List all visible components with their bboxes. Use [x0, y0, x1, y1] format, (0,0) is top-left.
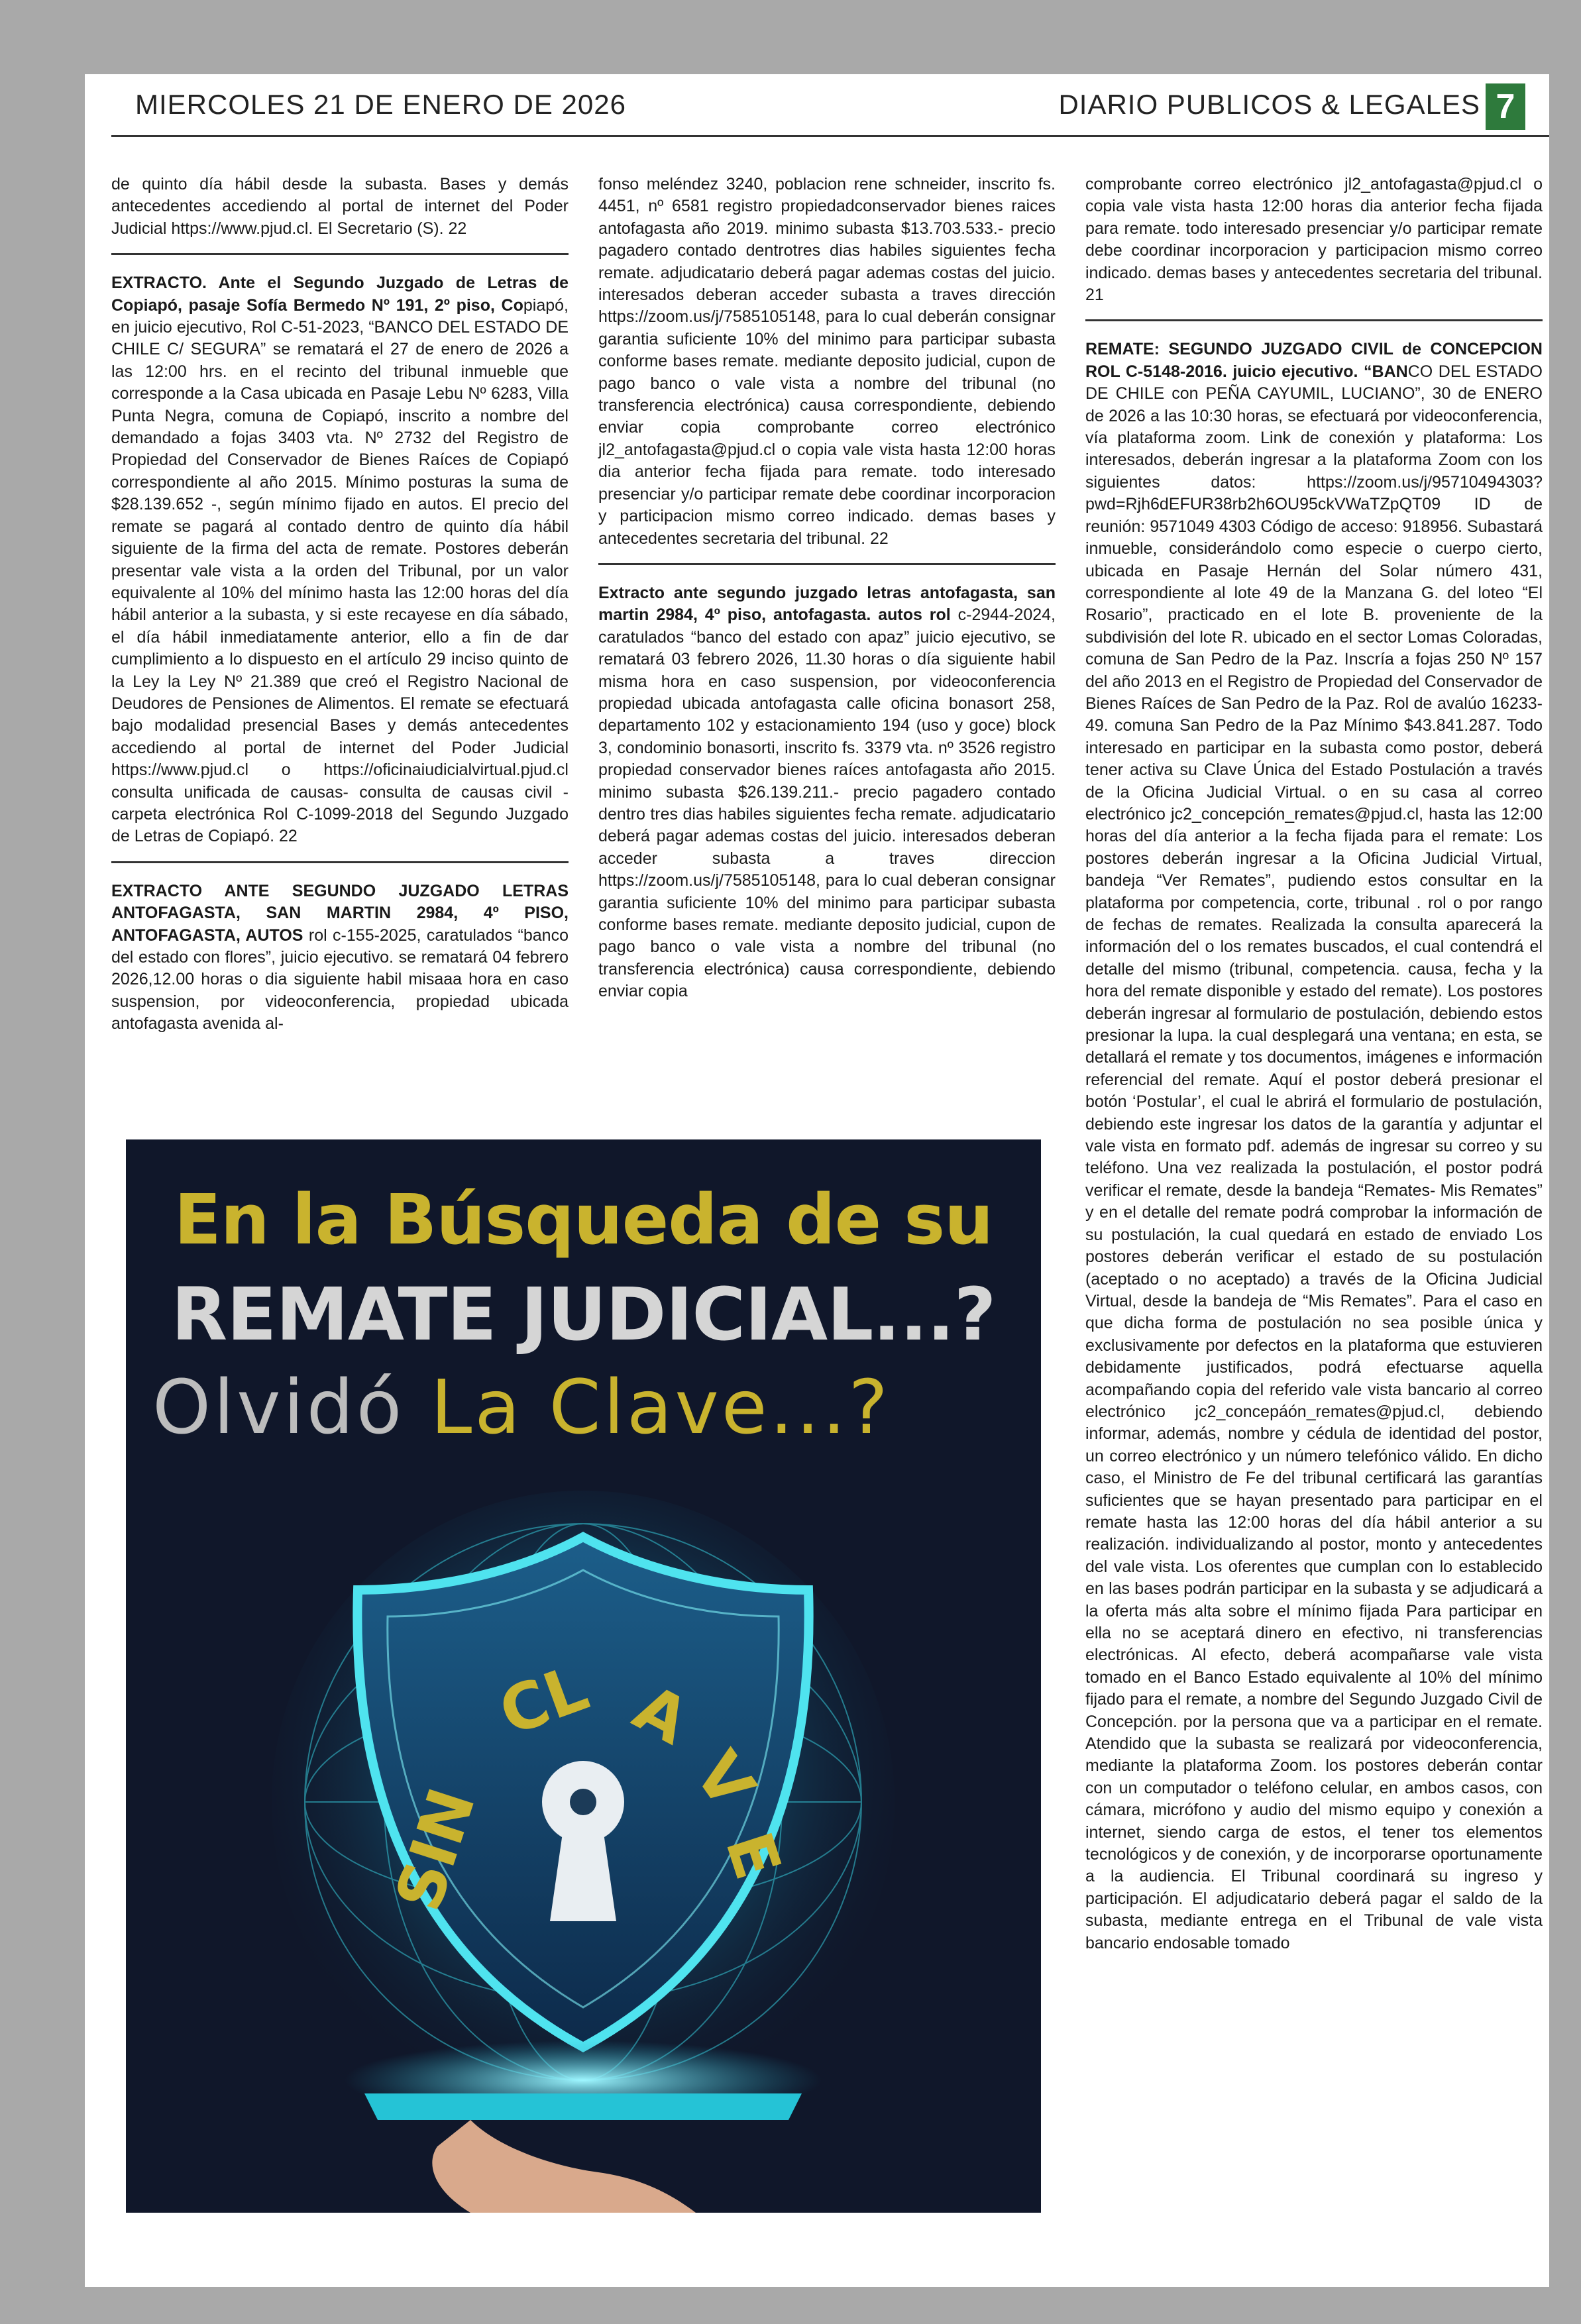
notice-copiapo — [111, 272, 569, 848]
tablet — [364, 2093, 802, 2120]
newspaper-page — [85, 74, 1549, 2287]
advertisement — [111, 1125, 1056, 2226]
notice-heading: EXTRACTO ANTE SEGUNDO JUZGADO LETRAS ANTOFAGASTA, SAN MARTIN 2984, 4º PISO, ANTOFAGASTA, AUTOS — [111, 881, 569, 945]
notice-body: CO DEL ESTADO DE CHILE con PEÑA CAYUMIL, LUCIANO”, 30 de ENERO de 2026 a las 10:30 horas, se efectuará por videoconferencia, vía plataforma zoom. Link de conexión y plataforma: Los interesados, deberán ingresar a la plataforma Zoom con los siguientes datos: https://zoom.us/j/95710494303?pwd=Rjh6dEFUR38rb2h6OU95ckVWaTZpQT09 ID de reunión: 9571049 4303 Código de acceso: 918956. Subastará inmueble, considerándolo como especie o cuerpo cierto, ubicada en Pasaje Hernán del Solar número 431, correspondiente al lote 49 de la Manzana G. del loteo “El Rosario”, practicado en el lote B. proveniente de la subdivisión del lote R. ubicado en el sector Lomas Coloradas, comuna de San Pedro de la Paz. Inscría a fojas 250 Nº 157 del año 2013 en el Registro de Propiedad del Conservador de Bienes Raíces de San Pedro de la Paz. Rol de avalúo 16233-49. comuna San Pedro de la Paz Mínimo $43.841.287. Todo interesado en participar en la subasta como postor, deberá tener activa su Clave Única del Estado Postulación a través de la Oficina Judicial Virtual. o en su casa al correo electrónico jc2_concepción_remates@pjud.cl, hasta las 12:00 horas del día anterior a la fecha fijada para el remate: Los postores deberán ingresar a la Oficina Judicial Virtual, bandeja “Ver Remates”, pudiendo estos consultar en la plataforma por competencia, corte, tribunal . rol o por rango de fechas de remates. Realizada la consulta aparecerá la información del o los remates buscados, el cual contendrá el detalle del mismo (tribunal, competencia. causa, fecha y la hora del remate disponible y estado del remate). Los postores deberán ingresar al formulario de postulación, debiendo estos presionar la lupa. la cual desplegará una ventana; en esta, se detallará el remate y tos documentos, imágenes e información referencial del remate. Aquí el postor deberá presionar el botón ‘Postular’, el cual le abrirá el formulario de postulación, debiendo este ingresar los datos de la garantía y adjuntar el vale vista en formato pdf. además de ingresar su correo y su teléfono. Una vez realizada la postulación, el postor podrá verificar el remate, desde la bandeja “Remates- Mis Remates” y en el detalle del remate podrá comprobar la información de su postulación, la cual quedará en estado de enviado Los postores deberán verificar el estado de su postulación (aceptado o no aceptado) a través de la Oficina Judicial Virtual, desde la bandeja de “Mis Remates”. Para el caso en que dicha forma de postulación no sea posible única y exclusivamente por defectos en la plataforma que estuvieren debidamente justificados, podrá efectuarse aquella acompañando copia del referido vale vista bancario al correo electrónico jc2_concepáón_remates@pjud.cl, debiendo informar, además, nombre y cédula de identidad del postor, un correo electrónico y un número telefónico válido. En dicho caso, el Ministro de Fe del tribunal certificará las garantías suficientes que se hayan presentado para participar en el remate hasta las 12:00 horas del día hábil anterior a su realización. individualizando al postor, monto y antecedentes del vale vista. Los oferentes que cumplan con lo establecido en las bases podrán participar en la subasta y se adjudicará a la oferta más alta sobre el mínimo fijada Para participar en ella no se aceptará dinero en efectivo, ni transferencias electrónicas. Al efecto, deberá acompañarse vale vista tomado en el Banco Estado equivalente al 10% del mínimo fijado para el remate, a nombre del Segundo Juzgado Civil de Concepción. por la persona que va a participar en el remate. Atendido que la subasta se realizará por videoconferencia, mediante la plataforma Zoom. los postores deberán contar con un computador o teléfono celular, en ambos casos, con cámara, micrófono y audio del mismo equipo y conexión a internet, siendo carga de estos, el tener tos elementos tecnológicos y de conexión, y de incorporarse oportunamente a la audiencia. El Tribunal coordinará su ingreso y participación. El adjudicatario deberá pagar el saldo de la subasta, mediante entrega en el Tribunal de vale vista bancario endosable tomado — [1085, 362, 1543, 1952]
shield-text-cl: CL — [490, 1650, 598, 1750]
ad-headline-1: En la Búsqueda de su — [174, 1179, 993, 1260]
notice-heading: REMATE: SEGUNDO JUZGADO CIVIL de CONCEPCION ROL C-5148-2016. juicio ejecutivo. “BAN — [1085, 340, 1543, 381]
shield-text-sin: SIN — [381, 1779, 490, 1920]
notice-antofagasta-flores — [111, 880, 569, 1035]
publication-title: DIARIO PUBLICOS & LEGALES — [1058, 89, 1480, 120]
notice-body: c-2944-2024, caratulados “banco del estado con apaz” juicio ejecutivo, se rematará 03 febrero 2026, 11.30 horas o día siguiente habil misma hora en caso suspension, por videoconferencia propiedad ubicada antofagasta calle oficina bonasort 258, departamento 102 y estacionamiento 194 (uso y goce) block 3, condominio bonasorti, inscrito fs. 3379 vta. nº 3526 registro propiedad conservador bienes raíces antofagasta año 2015. minimo subasta $26.139.211.- precio pagadero contado dentro tres dias habiles siguientes fecha remate. adjudicatario deberá pagar ademas costas del juicio. interesados deberan acceder subasta a traves direccion https://zoom.us/j/7585105148, para lo cual deberan consignar garantia suficiente 10% del minimo para participar subasta conforme bases remate. mediante deposito judicial, cupon de pago banco o vale vista a nombre del tribunal (no transferencia electrónica) causa correspondiente, debiendo enviar copia — [598, 606, 1056, 1001]
shield-illustration — [126, 1457, 1041, 2213]
notice-body: piapó, en juicio ejecutivo, Rol C-51-2023, “BANCO DEL ESTADO DE CHILE C/ SEGURA” se rematará el 27 de enero de 2026 a las 12:00 hrs. en el recinto del tribunal inmueble que corresponde a la Casa ubicada en Pasaje Lebu Nº 6283, Villa Punta Negra, comuna de Copiapó, inscrito a nombre del demandado a fojas 3403 vta. Nº 2732 del Registro de Propiedad del Conservador de Bienes Raíces de Copiapó correspondiente al año 2015. Mínimo posturas la suma de $28.139.652 -, según mínimo fijado en autos. El precio del remate se pagará al contado dentro de quinto día hábil siguiente de la firma del acta de remate. Postores deberán presentar vale vista a la orden del Tribunal, por un valor equivalente al 10% del mínimo hasta las 12:00 horas del día hábil anterior a la subasta, y si este recayese en día sábado, el día hábil inmediatamente anterior, ello a fin de dar cumplimiento a lo dispuesto en el artículo 29 inciso quinto de la Ley la Ley Nº 21.389 que creó el Registro Nacional de Deudores de Pensiones de Alimentos. El remate se efectuará bajo modalidad presencial Bases y demás antecedentes accediendo al portal de internet del Poder Judicial https://www.pjud.cl o https://oficinaiudicialvirtual.pjud.cl consulta unificada de causas- consulta de causas civil - carpeta electrónica Rol C-1099-2018 del Segundo Juzgado de Letras de Copiapó. 22 — [111, 295, 569, 846]
shield-text-e: E — [711, 1823, 795, 1888]
notice-concepcion — [1085, 339, 1543, 1954]
ad-headline-3a: Olvidó — [152, 1365, 431, 1451]
column-2 — [598, 174, 1056, 1016]
notice-antofagasta-apaz — [598, 582, 1056, 1003]
issue-date: MIERCOLES 21 DE ENERO DE 2026 — [135, 89, 626, 120]
notice-continuation: de quinto día hábil desde la subasta. Bases y demás antecedentes accediendo al portal de internet del Poder Judicial https://www.pjud.cl. El Secretario (S). 22 — [111, 175, 569, 238]
masthead — [111, 74, 1549, 137]
notice-continuation: fonso meléndez 3240, poblacion rene schneider, inscrito fs. 4451, nº 6581 registro propiedadconservador bienes raices antofagasta año 2019. minimo subasta $13.703.533.- precio pagadero contado dentrotres dias habiles siguientes fecha remate. adjudicatario deberá pagar ademas costas del juicio. interesados deberan acceder subasta a traves dirección https://zoom.us/j/7585105148, para lo cual deberán consignar garantia suficiente 10% del minimo para participar subasta conforme bases remate. mediante deposito judicial, cupon de pago banco o vale vista a nombre del tribunal (no transferencia electrónica) causa correspondiente, debiendo enviar copia comprobante correo electrónico jl2_antofagasta@pjud.cl o copia vale vista hasta 12:00 horas dia anterior fecha fijada para remate. todo interesado presenciar y/o participar remate debe coordinar incorporacion y participacion mismo correo indicado. demas bases y antecedentes secretaria del tribunal. 22 — [598, 175, 1056, 548]
notice-continuation: comprobante correo electrónico jl2_antofagasta@pjud.cl o copia vale vista hasta 12:00 horas dia anterior fecha fijada para remate. todo interesado presenciar y/o participar remate debe coordinar incorporacion y participacion mismo correo indicado. demas bases y antecedentes secretaria del tribunal. 21 — [1085, 175, 1543, 305]
notice-heading: Extracto ante segundo juzgado letras antofagasta, san martin 2984, 4º piso, antofagasta. autos rol — [598, 583, 1056, 625]
ad-panel — [126, 1139, 1041, 2213]
divider — [1085, 319, 1543, 321]
column-3 — [1085, 174, 1543, 1968]
divider — [111, 253, 569, 255]
hand — [432, 2120, 696, 2213]
divider — [111, 861, 569, 863]
column-1 — [111, 174, 569, 1049]
notice-heading: EXTRACTO. Ante el Segundo Juzgado de Letras de Copiapó, pasaje Sofía Bermedo Nº 191, 2º piso, Co — [111, 274, 569, 315]
page-number: 7 — [1486, 83, 1525, 130]
ad-headline-3b: La Clave...? — [430, 1365, 891, 1451]
shield-text-a: A — [622, 1670, 701, 1760]
ad-headline-3 — [152, 1365, 1041, 1451]
divider — [598, 563, 1056, 565]
notice-body: rol c-155-2025, caratulados “banco del estado con flores”, juicio ejecutivo. se rematará 04 febrero 2026,12.00 horas o dia siguiente habil misaaa hora en caso suspension, por videoconferencia, propiedad ubicada antofagasta avenida al- — [111, 925, 569, 1033]
ad-headline-2: REMATE JUDICIAL...? — [171, 1272, 996, 1357]
shield-text-v: V — [680, 1738, 769, 1822]
